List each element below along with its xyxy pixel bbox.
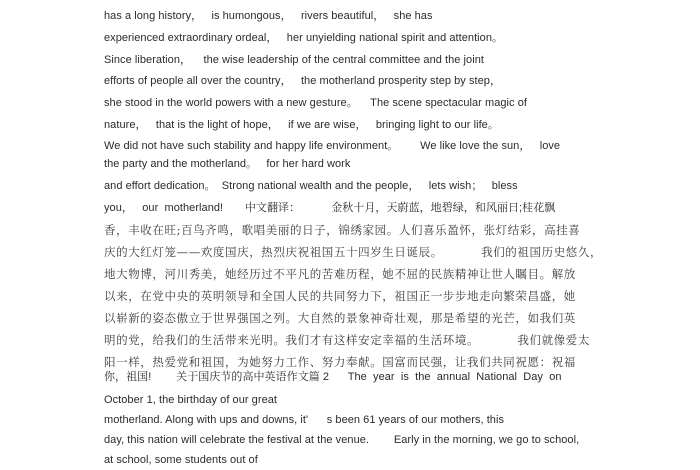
text-line: has a long history， is humongous， rivers beautiful， she has bbox=[104, 10, 433, 22]
chinese-text-line: 以崭新的姿态傲立于世界强国之列。大自然的景象神奇壮观，那是希望的光芒，如我们英 bbox=[104, 311, 576, 325]
text-line: Since liberation， the wise leadership of the central committee and the joint bbox=[104, 54, 484, 66]
text-line: day, this nation will celebrate the festival at the venue. Early in the morning, we go to school, bbox=[104, 434, 580, 446]
chinese-text-line: 以来，在党中央的英明领导和全国人民的共同努力下，祖国正一步步地走向繁荣昌盛，她 bbox=[104, 289, 576, 303]
text-line: the party and the motherland。 for her hard work bbox=[104, 158, 351, 170]
chinese-text-line: 明的党，给我们的生活带来光明。我们才有这样安定幸福的生活环境。 我们就像爱太 bbox=[104, 333, 590, 347]
text-line: and effort dedication。 Strong national wealth and the people， lets wish； bless bbox=[104, 180, 518, 192]
text-line: you， our motherland! 中文翻译： 金秋十月，天蔚蓝，地碧绿，和风丽日;桂花飘 bbox=[104, 202, 556, 214]
text-line: nature， that is the light of hope， if we are wise， bringing light to our life。 bbox=[104, 119, 499, 131]
text-line: October 1, the birthday of our great bbox=[104, 394, 278, 406]
chinese-text-line: 地大物博，河川秀美，她经历过不平凡的苦难历程，她不屈的民族精神让世人瞩目。解放 bbox=[104, 267, 576, 281]
text-line: motherland. Along with ups and downs, it' s been 61 years of our mothers, this bbox=[104, 414, 505, 426]
text-line: 你，祖国! 关于国庆节的高中英语作文篇 2 The year is the annual National Day on bbox=[104, 371, 562, 383]
chinese-text-line: 庆的大红灯笼——欢度国庆，热烈庆祝祖国五十四岁生日诞辰。 我们的祖国历史悠久， bbox=[104, 245, 603, 259]
chinese-text-line: 阳一样，热爱党和祖国，为她努力工作、努力奉献。国富而民强，让我们共同祝愿：祝福 bbox=[104, 355, 576, 369]
text-line: at school, some students out of bbox=[104, 454, 258, 466]
text-line: experienced extraordinary ordeal， her unyielding national spirit and attention。 bbox=[104, 32, 504, 44]
text-line: efforts of people all over the country， the motherland prosperity step by step， bbox=[104, 75, 501, 87]
chinese-text-line: 香，丰收在旺;百鸟齐鸣，歌唱美丽的日子，锦绣家园。人们喜乐盈怀，张灯结彩，高挂喜 bbox=[104, 223, 581, 237]
text-line: We did not have such stability and happy life environment。 We like love the sun， love bbox=[104, 140, 561, 152]
text-line: she stood in the world powers with a new gesture。 The scene spectacular magic of bbox=[104, 97, 527, 109]
